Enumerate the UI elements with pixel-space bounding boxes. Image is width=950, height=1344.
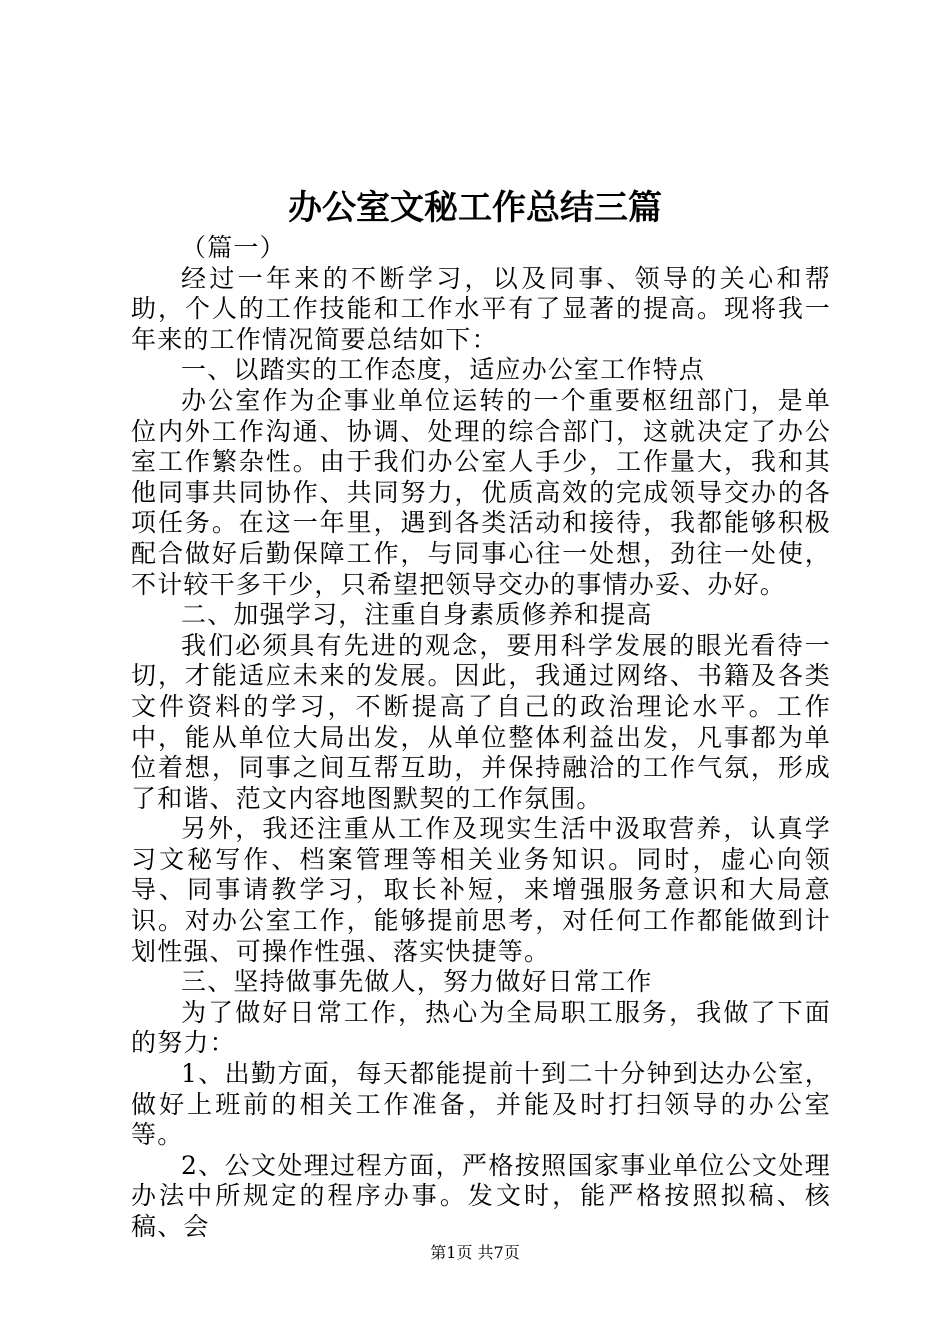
- document-title: 办公室文秘工作总结三篇: [288, 188, 662, 228]
- paragraph: 另外，我还注重从工作及现实生活中汲取营养，认真学习文秘写作、档案管理等相关业务知识。同时，虚心向领导、同事请教学习，取长补短，来增强服务意识和大局意识。对办公室工作，能够提前思考，对任何工作都能做到计划性强、可操作性强、落实快捷等。: [131, 814, 831, 966]
- document-body: [131, 233, 831, 1243]
- page-footer: 第1页 共7页: [430, 1243, 520, 1262]
- paragraph: 为了做好日常工作，热心为全局职工服务，我做了下面的努力：: [131, 997, 831, 1058]
- section-heading: 二、加强学习，注重自身素质修养和提高: [181, 600, 653, 630]
- paragraph: 我们必须具有先进的观念，要用科学发展的眼光看待一切，才能适应未来的发展。因此，我通过网络、书籍及各类文件资料的学习，不断提高了自己的政治理论水平。工作中，能从单位大局出发，从单位整体利益出发，凡事都为单位着想，同事之间互帮互助，并保持融洽的工作气氛，形成了和谐、范文内容地图默契的工作氛围。: [131, 630, 831, 813]
- section-heading: 一、以踏实的工作态度，适应办公室工作特点: [181, 355, 706, 385]
- section-heading: 三、坚持做事先做人，努力做好日常工作: [181, 967, 653, 997]
- list-item: 1、出勤方面，每天都能提前十到二十分钟到达办公室，做好上班前的相关工作准备，并能及时打扫领导的办公室等。: [131, 1059, 831, 1150]
- paragraph: 办公室作为企事业单位运转的一个重要枢纽部门，是单位内外工作沟通、协调、处理的综合部门，这就决定了办公室工作繁杂性。由于我们办公室人手少，工作量大，我和其他同事共同协作、共同努力，优质高效的完成领导交办的各项任务。在这一年里，遇到各类活动和接待，我都能够积极配合做好后勤保障工作，与同事心往一处想，劲往一处使，不计较干多干少，只希望把领导交办的事情办妥、办好。: [131, 385, 831, 599]
- section-label: （篇一）: [181, 233, 286, 262]
- paragraph: 经过一年来的不断学习，以及同事、领导的关心和帮助，个人的工作技能和工作水平有了显著的提高。现将我一年来的工作情况简要总结如下：: [131, 263, 831, 354]
- list-item: 2、公文处理过程方面，严格按照国家事业单位公文处理办法中所规定的程序办事。发文时，能严格按照拟稿、核稿、会: [131, 1150, 831, 1241]
